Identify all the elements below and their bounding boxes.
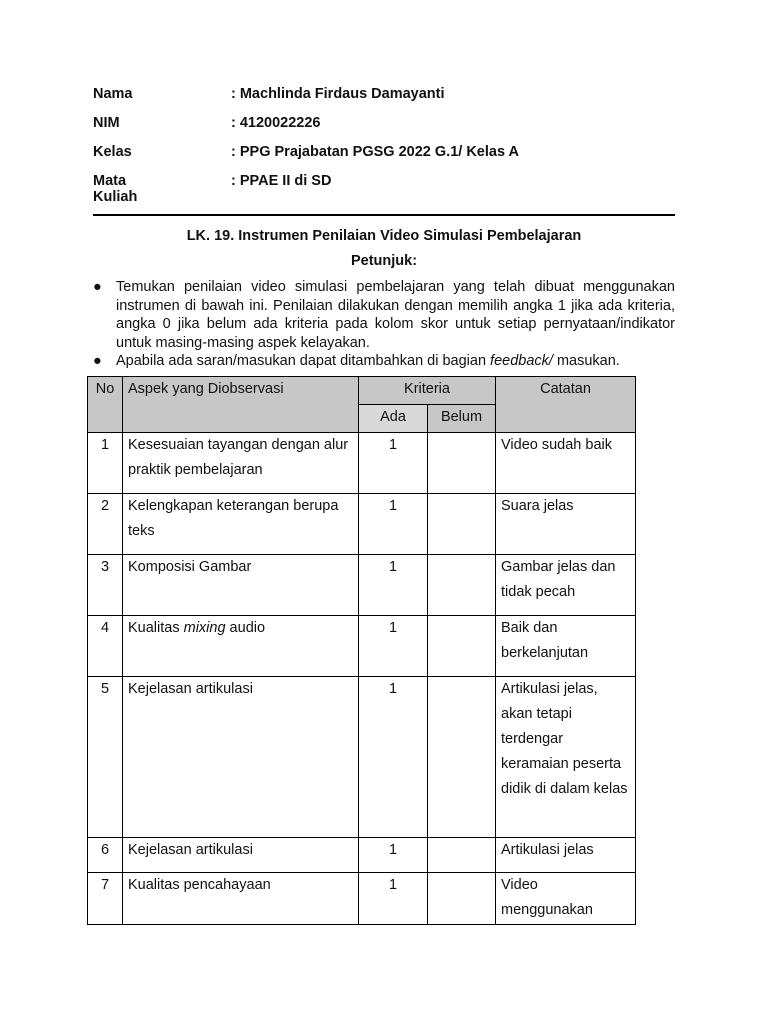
cell-aspek: Kejelasan artikulasi [123, 838, 359, 873]
instruction-text-part: Apabila ada saran/masukan dapat ditambahkan di bagian [116, 353, 491, 369]
cell-no: 7 [88, 873, 123, 925]
info-label: Mata Kuliah [93, 173, 138, 205]
header-ada: Ada [359, 405, 428, 433]
cell-catatan: Video sudah baik [496, 433, 636, 494]
instruction-text-part: masukan. [552, 353, 620, 369]
info-value: : Machlinda Firdaus Damayanti [231, 86, 445, 102]
cell-belum [428, 838, 496, 873]
instruction-item [93, 278, 675, 352]
cell-belum [428, 433, 496, 494]
instructions-list [93, 278, 675, 371]
info-value: : PPG Prajabatan PGSG 2022 G.1/ Kelas A [231, 144, 519, 160]
header-kriteria: Kriteria [359, 377, 496, 405]
instruction-text-italic: feedback/ [490, 353, 553, 369]
table-row [88, 838, 636, 873]
cell-catatan: Artikulasi jelas [496, 838, 636, 873]
cell-belum [428, 873, 496, 925]
table-row [88, 677, 636, 838]
instruction-text: Temukan penilaian video simulasi pembelajaran yang telah dibuat menggunakan instrumen di bawah ini. Penilaian dilakukan dengan memilih angka 1 jika ada kriteria, angka 0 jika belum ada kriteria pada kolom skor untuk setiap pernyataan/indikator untuk masing-masing aspek kelayakan. [116, 279, 675, 351]
cell-catatan: Suara jelas [496, 494, 636, 555]
document-title: LK. 19. Instrumen Penilaian Video Simulasi Pembelajaran [186, 228, 582, 244]
cell-ada: 1 [359, 616, 428, 677]
info-value: : 4120022226 [231, 115, 321, 131]
cell-aspek [123, 616, 359, 677]
table-row [88, 873, 636, 925]
cell-aspek: Kualitas pencahayaan [123, 873, 359, 925]
table-row [88, 433, 636, 494]
cell-ada: 1 [359, 838, 428, 873]
cell-aspek: Kelengkapan keterangan berupa teks [123, 494, 359, 555]
instruction-text [116, 352, 675, 371]
info-label: Nama [93, 86, 133, 102]
cell-no: 6 [88, 838, 123, 873]
cell-no: 1 [88, 433, 123, 494]
cell-catatan: Video menggunakan [496, 873, 636, 925]
assessment-table [87, 376, 636, 925]
cell-belum [428, 494, 496, 555]
bullet-icon: ● [93, 353, 102, 369]
horizontal-divider [93, 214, 675, 216]
cell-no: 5 [88, 677, 123, 838]
header-belum: Belum [428, 405, 496, 433]
cell-belum [428, 555, 496, 616]
info-value: : PPAE II di SD [231, 173, 332, 189]
cell-belum [428, 677, 496, 838]
cell-catatan: Artikulasi jelas, akan tetapi terdengar keramaian peserta didik di dalam kelas [496, 677, 636, 838]
table-header-row [88, 377, 636, 405]
cell-belum [428, 616, 496, 677]
cell-ada: 1 [359, 873, 428, 925]
cell-aspek-part: audio [225, 620, 266, 636]
cell-ada: 1 [359, 677, 428, 838]
instruction-item [93, 352, 675, 371]
cell-no: 3 [88, 555, 123, 616]
info-label: Kelas [93, 144, 132, 160]
table-row [88, 616, 636, 677]
cell-catatan: Gambar jelas dan tidak pecah [496, 555, 636, 616]
info-label: NIM [93, 115, 120, 131]
cell-ada: 1 [359, 433, 428, 494]
header-no: No [88, 377, 123, 433]
cell-no: 4 [88, 616, 123, 677]
header-catatan: Catatan [496, 377, 636, 433]
cell-aspek-italic: mixing [183, 620, 226, 636]
instructions-heading: Petunjuk: [350, 253, 418, 269]
cell-aspek: Kesesuaian tayangan dengan alur praktik pembelajaran [123, 433, 359, 494]
cell-catatan: Baik dan berkelanjutan [496, 616, 636, 677]
cell-aspek: Kejelasan artikulasi [123, 677, 359, 838]
cell-ada: 1 [359, 494, 428, 555]
header-aspek: Aspek yang Diobservasi [123, 377, 359, 433]
cell-aspek: Komposisi Gambar [123, 555, 359, 616]
bullet-icon: ● [93, 279, 102, 295]
cell-no: 2 [88, 494, 123, 555]
cell-aspek-part: Kualitas [128, 620, 184, 636]
cell-ada: 1 [359, 555, 428, 616]
table-row [88, 494, 636, 555]
table-row [88, 555, 636, 616]
